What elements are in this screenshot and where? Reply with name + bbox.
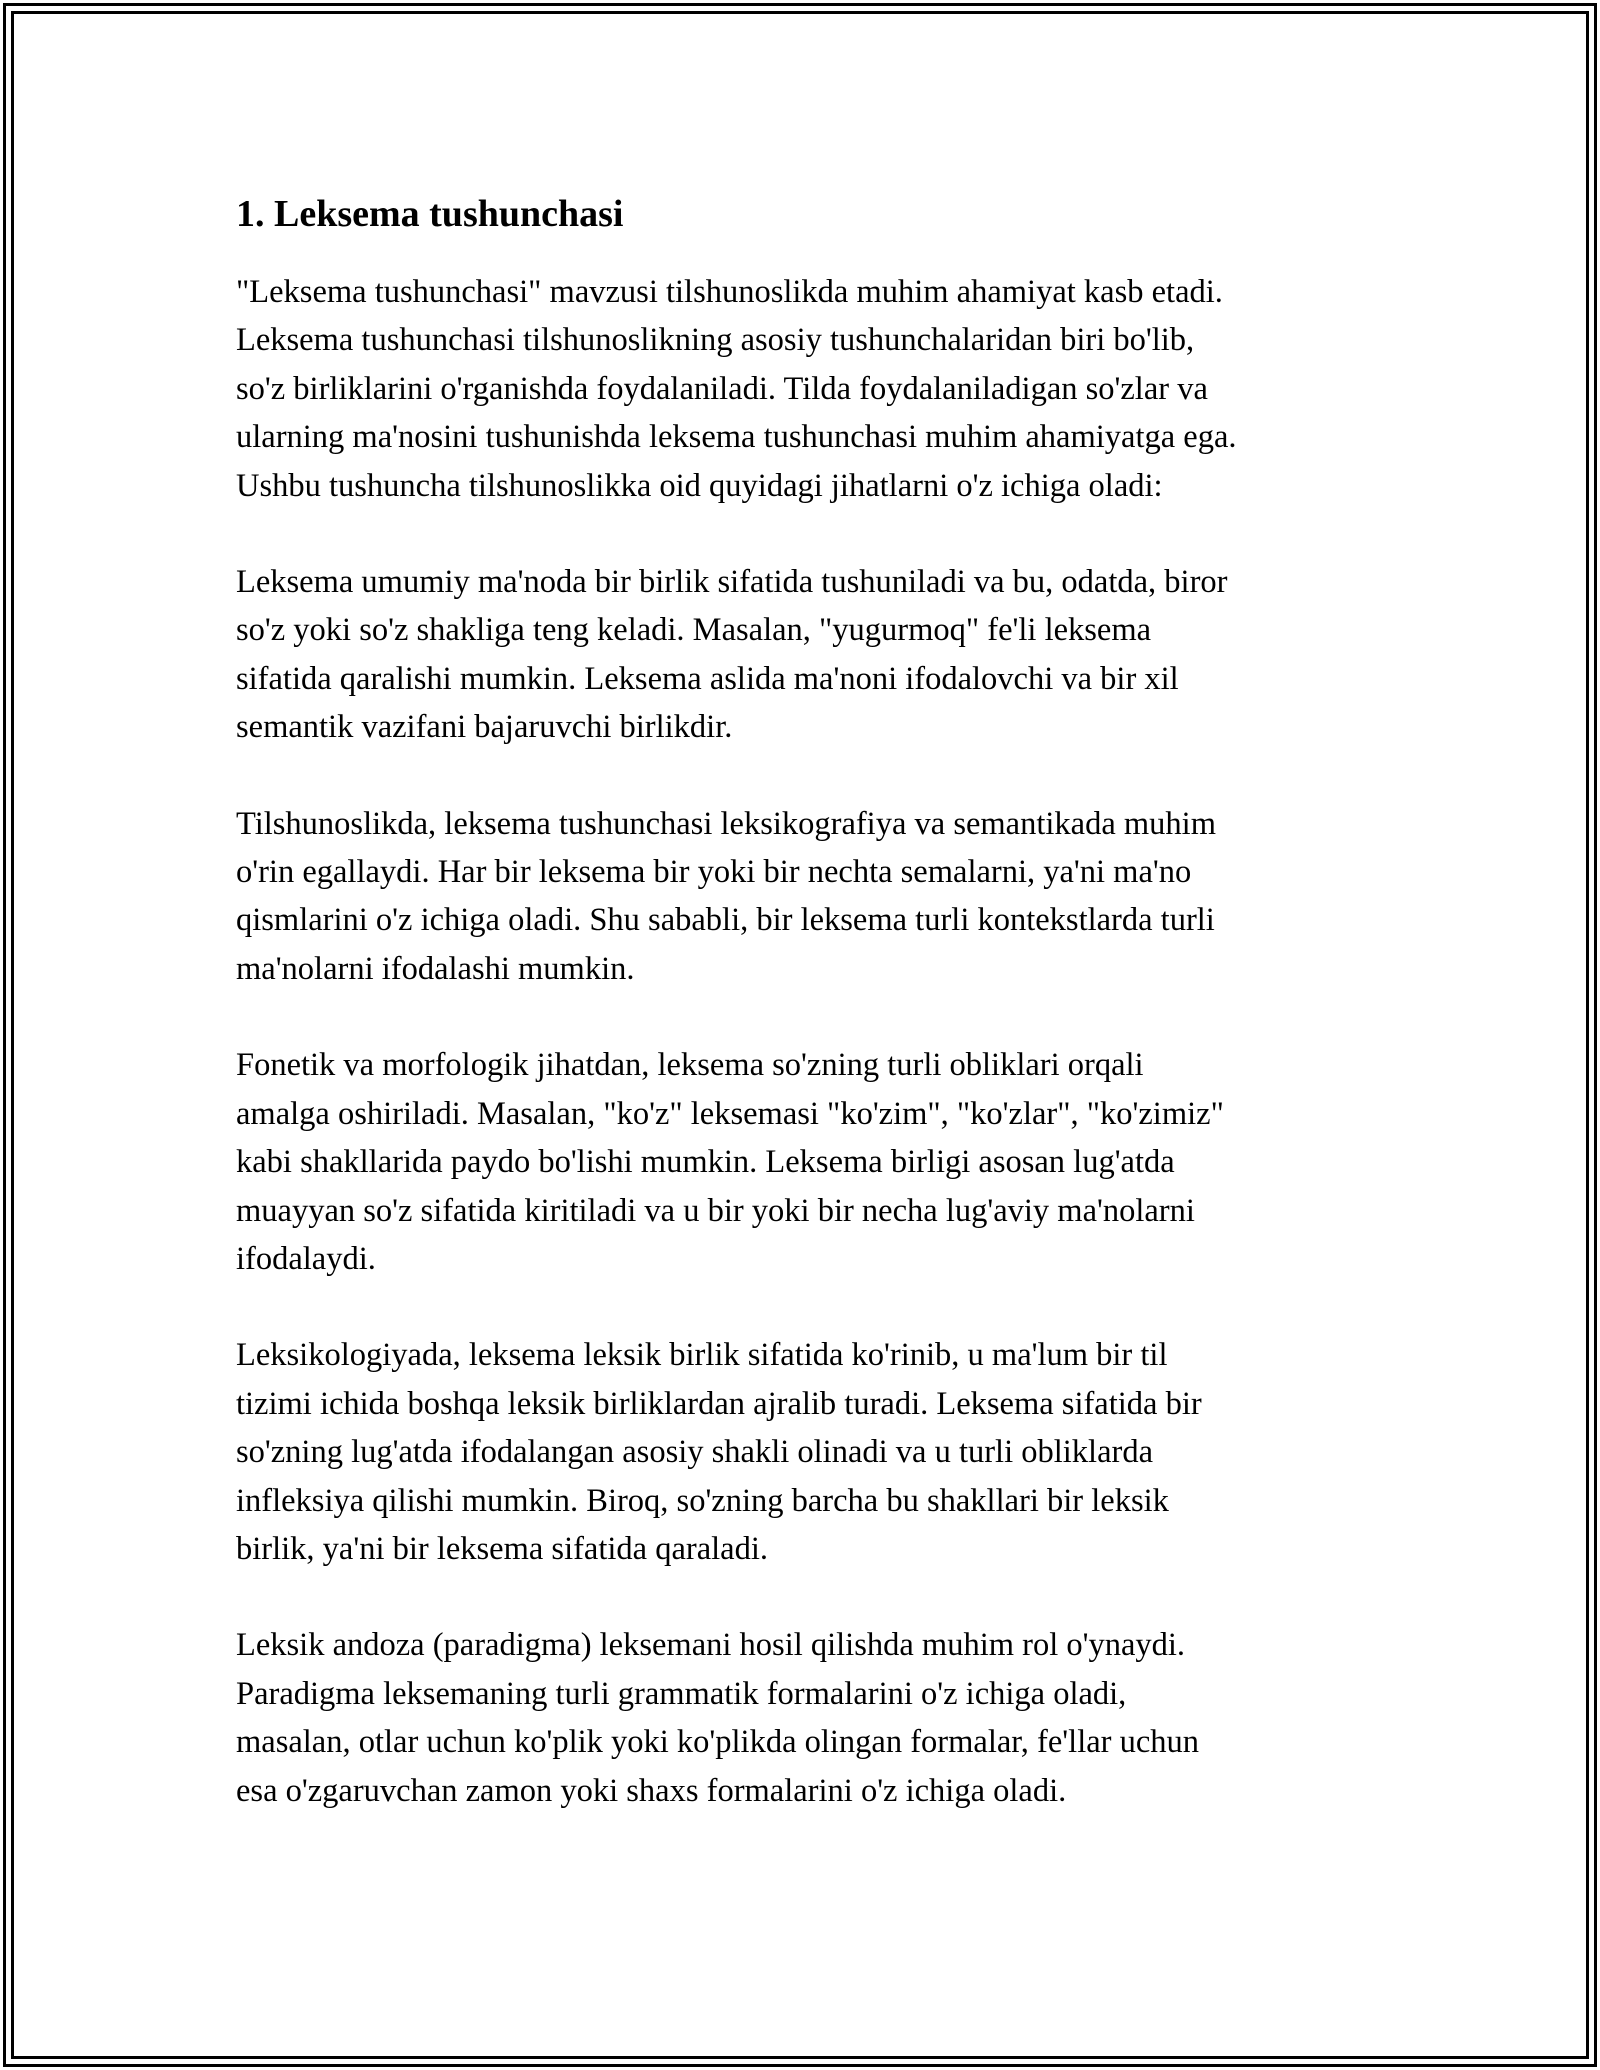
paragraph-4 xyxy=(236,1041,1376,1283)
text-line: sifatida qaralishi mumkin. Leksema aslida ma'noni ifodalovchi va bir xil xyxy=(236,660,1179,697)
text-line: qismlarini o'z ichiga oladi. Shu sababli, bir leksema turli kontekstlarda turli xyxy=(236,902,1215,939)
text-line: Ushbu tushuncha tilshunoslikka oid quyidagi jihatlarni o'z ichiga oladi: xyxy=(236,467,1163,504)
text-line: Leksema umumiy ma'noda bir birlik sifatida tushuniladi va bu, odatda, biror xyxy=(236,564,1228,601)
text-line: ifodalaydi. xyxy=(236,1240,376,1277)
document-body xyxy=(236,186,1376,1863)
document-title: 1. Leksema tushunchasi xyxy=(236,193,624,235)
text-line: so'z yoki so'z shakliga teng keladi. Masalan, "yugurmoq" fe'li leksema xyxy=(236,612,1152,649)
paragraph-5 xyxy=(236,1331,1376,1573)
text-line: Fonetik va morfologik jihatdan, leksema so'zning turli obliklari orqali xyxy=(236,1047,1144,1084)
text-line: Leksikologiyada, leksema leksik birlik sifatida ko'rinib, u ma'lum bir til xyxy=(236,1337,1168,1374)
text-line: muayyan so'z sifatida kiritiladi va u bir yoki bir necha lug'aviy ma'nolarni xyxy=(236,1192,1195,1229)
text-line: ma'nolarni ifodalashi mumkin. xyxy=(236,950,635,987)
paragraph-6 xyxy=(236,1621,1376,1815)
text-line: birlik, ya'ni bir leksema sifatida qaraladi. xyxy=(236,1530,768,1567)
text-line: amalga oshiriladi. Masalan, "ko'z" leksemasi "ko'zim", "ko'zlar", "ko'zimiz" xyxy=(236,1095,1224,1132)
text-line: "Leksema tushunchasi" mavzusi tilshunoslikda muhim ahamiyat kasb etadi. xyxy=(236,274,1223,310)
text-line: o'rin egallaydi. Har bir leksema bir yoki bir nechta semalarni, ya'ni ma'no xyxy=(236,854,1192,891)
text-line: semantik vazifani bajaruvchi birlikdir. xyxy=(236,709,733,746)
text-line: Paradigma leksemaning turli grammatik formalarini o'z ichiga oladi, xyxy=(236,1675,1127,1712)
text-line: ularning ma'nosini tushunishda leksema tushunchasi muhim ahamiyatga ega. xyxy=(236,419,1237,456)
paragraph-2 xyxy=(236,558,1376,752)
text-line: Leksik andoza (paradigma) leksemani hosil qilishda muhim rol o'ynaydi. xyxy=(236,1627,1186,1664)
text-line: masalan, otlar uchun ko'plik yoki ko'plikda olingan formalar, fe'llar uchun xyxy=(236,1724,1200,1761)
text-line: so'zning lug'atda ifodalangan asosiy shakli olinadi va u turli obliklarda xyxy=(236,1434,1153,1471)
text-line: Leksema tushunchasi tilshunoslikning asosiy tushunchalaridan biri bo'lib, xyxy=(236,322,1195,359)
paragraph-1 xyxy=(236,268,1376,510)
text-line: esa o'zgaruvchan zamon yoki shaxs formalarini o'z ichiga oladi. xyxy=(236,1772,1067,1809)
text-line: so'z birliklarini o'rganishda foydalaniladi. Tilda foydalaniladigan so'zlar va xyxy=(236,370,1208,407)
text-line: infleksiya qilishi mumkin. Biroq, so'zning barcha bu shakllari bir leksik xyxy=(236,1482,1169,1519)
paragraph-3 xyxy=(236,800,1376,994)
text-line: kabi shakllarida paydo bo'lishi mumkin. Leksema birligi asosan lug'atda xyxy=(236,1144,1175,1181)
text-line: tizimi ichida boshqa leksik birliklardan ajralib turadi. Leksema sifatida bir xyxy=(236,1385,1202,1422)
text-line: Tilshunoslikda, leksema tushunchasi leksikografiya va semantikada muhim xyxy=(236,805,1216,842)
